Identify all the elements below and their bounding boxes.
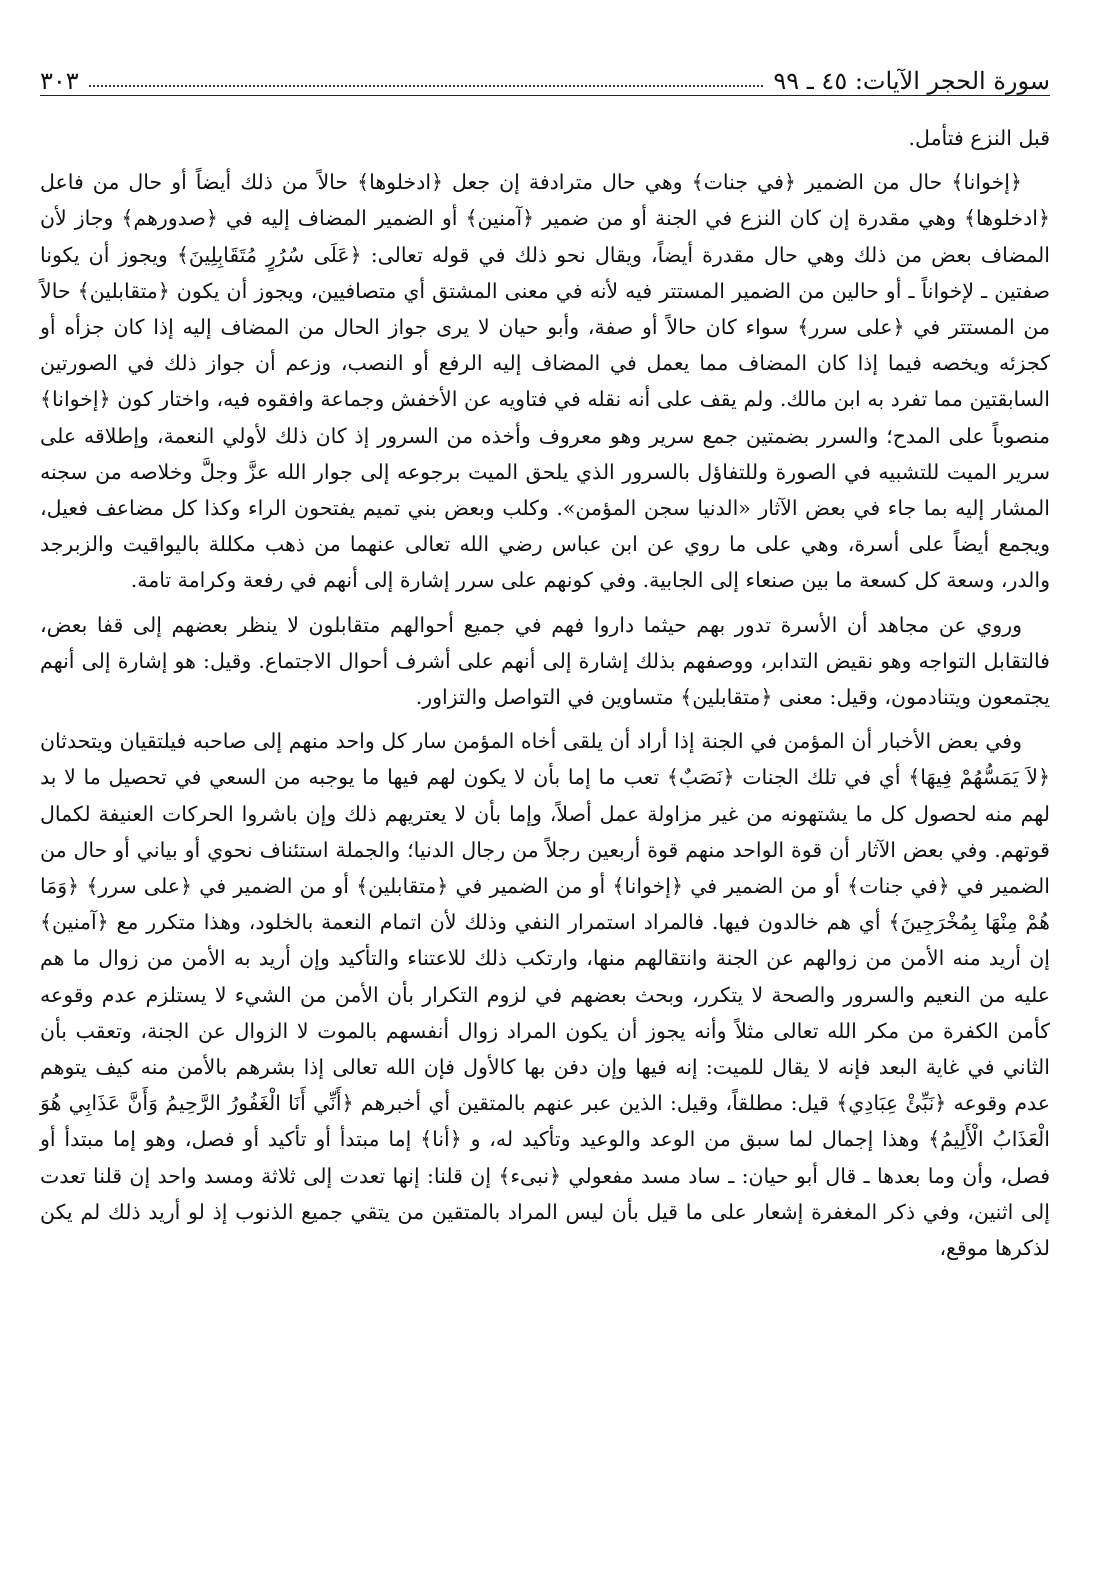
page-number: ٣٠٣ [40, 67, 79, 95]
header-dot-leader [89, 84, 764, 87]
header-title: سورة الحجر الآيات: ٤٥ ـ ٩٩ [773, 67, 1050, 95]
book-page [40, 0, 1050, 1571]
running-header [40, 55, 1050, 96]
page-body [40, 120, 1050, 1274]
paragraph-4: وفي بعض الأخبار أن المؤمن في الجنة إذا أراد أن يلقى أخاه المؤمن سار كل واحد منهم إلى صاحبه فيلتقيان ويتحدثان ﴿لاَ يَمَسُّهُمْ فِيهَا﴾ أي في تلك الجنات ﴿نَصَبٌ﴾ تعب ما إما بأن لا يكون لهم فيها ما يوجبه من السعي في تحصيل ما لا بد لهم منه لحصول كل ما يشتهونه من غير مزاولة عمل أصلاً، وإما بأن لا يعتريهم ذلك وإن باشروا الحركات العنيفة لكمال قوتهم. وفي بعض الآثار أن قوة الواحد منهم قوة أربعين رجلاً من رجال الدنيا؛ والجملة استئناف نحوي أو بياني أو حال من الضمير في ﴿في جنات﴾ أو من الضمير في ﴿إخوانا﴾ أو من الضمير في ﴿متقابلين﴾ أو من الضمير في ﴿على سرر﴾ ﴿وَمَا هُمْ مِنْهَا بِمُخْرَجِينَ﴾ أي هم خالدون فيها. فالمراد استمرار النفي وذلك لأن اتمام النعمة بالخلود، وهذا متكرر مع ﴿آمنين﴾ إن أريد منه الأمن من زوالهم عن الجنة وانتقالهم منها، وارتكب ذلك للاعتناء والتأكيد وإن أريد به الأمن من زوال ما هم عليه من النعيم والسرور والصحة لا يتكرر، وبحث بعضهم في لزوم التكرار بأن الأمن من الشيء لا يستلزم عدم وقوعه كأمن الكفرة من مكر الله تعالى مثلاً وأنه يجوز أن يكون المراد زوال أنفسهم بالموت لا الزوال عن الجنة، وتعقب بأن الثاني في غاية البعد فإنه لا يقال للميت: إنه فيها وإن دفن بها كالأول فإن الله تعالى إذا بشرهم بالأمن منه كيف يتوهم عدم وقوعه ﴿نَبِّئْ عِبَادِي﴾ قيل: مطلقاً، وقيل: الذين عبر عنهم بالمتقين أي أخبرهم ﴿أَنِّي أَنَا الْغَفُورُ الرَّحِيمُ وَأَنَّ عَذَابِي هُوَ الْعَذَابُ الْأَلِيمُ﴾ وهذا إجمال لما سبق من الوعد والوعيد وتأكيد له، و ﴿أنا﴾ إما مبتدأ أو تأكيد أو فصل، وهو إما مبتدأ أو فصل، وأن وما بعدها ـ قال أبو حيان: ـ ساد مسد مفعولي ﴿نبىء﴾ إن قلنا: إنها تعدت إلى ثلاثة ومسد واحد إن قلنا تعدت إلى اثنين، وفي ذكر المغفرة إشعار على ما قيل بأن ليس المراد بالمتقين من يتقي جميع الذنوب إذ لو أريد ذلك لم يكن لذكرها موقع، [40, 729, 1050, 1261]
paragraph-2: ﴿إخوانا﴾ حال من الضمير ﴿في جنات﴾ وهي حال مترادفة إن جعل ﴿ادخلوها﴾ حالاً من ذلك أيضاً أو حال من فاعل ﴿ادخلوها﴾ وهي مقدرة إن كان النزع في الجنة أو من ضمير ﴿آمنين﴾ أو الضمير المضاف إليه في ﴿صدورهم﴾ وجاز لأن المضاف بعض من ذلك وهي حال مقدرة أيضاً، ويقال نحو ذلك في قوله تعالى: ﴿عَلَى سُرُرٍ مُتَقَابِلِينَ﴾ ويجوز أن يكونا صفتين ـ لإخواناً ـ أو حالين من الضمير المستتر فيه لأنه في معنى المشتق أي متصافيين، ويجوز أن يكون ﴿متقابلين﴾ حالاً من المستتر في ﴿على سرر﴾ سواء كان حالاً أو صفة، وأبو حيان لا يرى جواز الحال من المضاف إليه إذا كان جزأه أو كجزئه ويخصه فيما إذا كان المضاف مما يعمل في المضاف إليه الرفع أو النصب، وزعم أن جواز ذلك في الصورتين السابقتين مما تفرد به ابن مالك. ولم يقف على أنه نقله في فتاويه عن الأخفش وجماعة وافقوه فيه، واختار كون ﴿إخوانا﴾ منصوباً على المدح؛ والسرر بضمتين جمع سرير وهو معروف وأخذه من السرور إذ كان ذلك لأولي النعمة، وإطلاقه على سرير الميت للتشبيه في الصورة وللتفاؤل بالسرور الذي يلحق الميت برجوعه إلى جوار الله عزَّ وجلَّ وخلاصه من سجنه المشار إليه بما جاء في بعض الآثار «الدنيا سجن المؤمن». وكلب وبعض بني تميم يفتحون الراء وكذا كل مضاعف فعيل، ويجمع أيضاً على أسرة، وهي على ما روي عن ابن عباس رضي الله تعالى عنهما من ذهب مكللة باليواقيت والزبرجد والدر، وسعة كل كسعة ما بين صنعاء إلى الجابية. وفي كونهم على سرر إشارة إلى أنهم في رفعة وكرامة تامة. [40, 170, 1050, 593]
paragraph-1: قبل النزع فتأمل. [908, 126, 1050, 150]
paragraph-3: وروي عن مجاهد أن الأسرة تدور بهم حيثما داروا فهم في جميع أحوالهم متقابلون لا ينظر بعضهم إلى قفا بعض، فالتقابل التواجه وهو نقيض التدابر، ووصفهم بذلك إشارة إلى أنهم على أشرف أحوال الاجتماع. وقيل: هو إشارة إلى أنهم يجتمعون ويتنادمون، وقيل: معنى ﴿متقابلين﴾ متساوين في التواصل والتزاور. [40, 612, 1050, 710]
